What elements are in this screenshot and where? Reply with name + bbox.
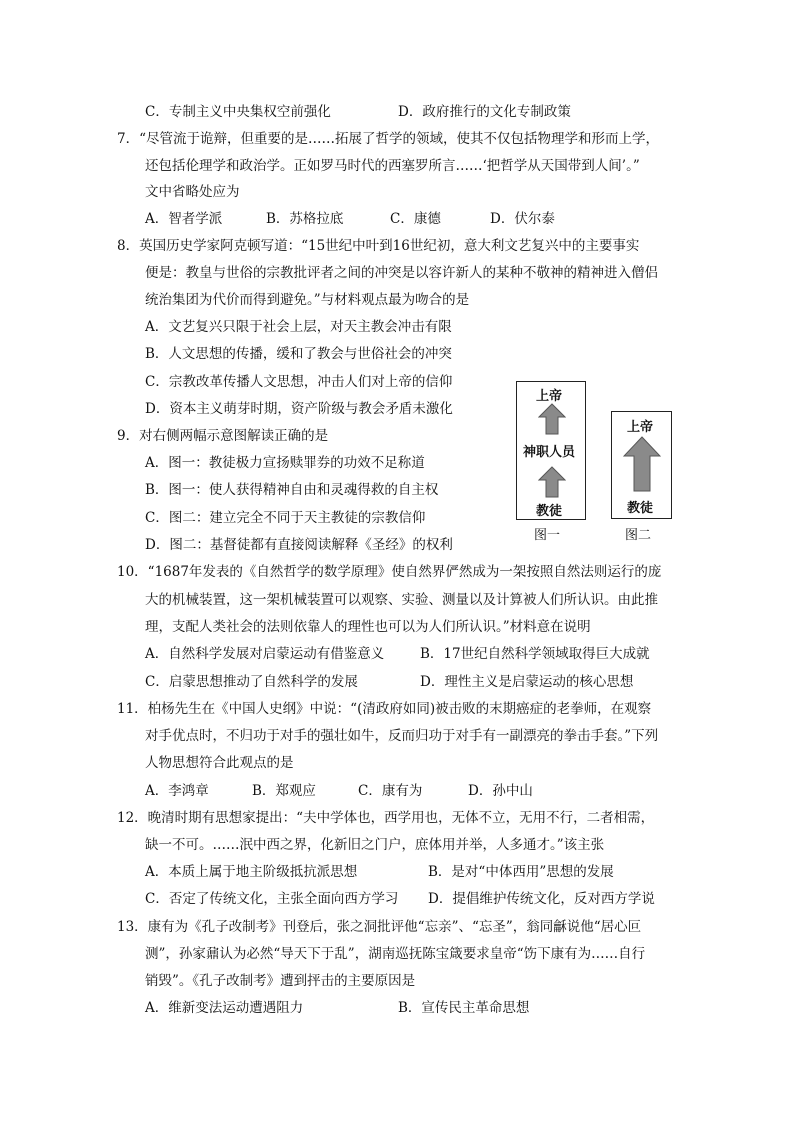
q10-stem-line-3: 理，支配人类社会的法则依靠人的理性也可以为人们所认识。”材料意在说明 (145, 619, 591, 635)
q8-stem-line-2: 便是：教皇与世俗的宗教批评者之间的冲突是以容许新人的某种不敬神的精神进入僧侣 (145, 265, 658, 281)
q7-option-a: A．智者学派 (145, 211, 223, 227)
up-arrow-icon (623, 436, 661, 492)
q9-option-d: D．图二：基督徒都有直接阅读解释《圣经》的权利 (145, 537, 453, 553)
q10-stem-line-2: 大的机械装置，这一架机械装置可以观察、实验、测量以及计算被人们所认识。由此推 (145, 592, 658, 608)
q8-option-d: D．资本主义萌芽时期，资产阶级与教会矛盾未激化 (145, 401, 453, 417)
q9-option-b: B．图一：使人获得精神自由和灵魂得救的自主权 (145, 482, 439, 498)
up-arrow-icon (538, 403, 566, 435)
q7-option-c: C．康德 (390, 211, 441, 227)
q12-option-a: A．本质上属于地主阶级抵抗派思想 (145, 864, 358, 880)
q13-option-a: A．维新变法运动遭遇阻力 (145, 1000, 304, 1016)
figure-1-caption: 图一 (534, 528, 561, 543)
q12-option-d: D．提倡维护传统文化，反对西方学说 (428, 891, 655, 907)
figure-1-middle-label: 神职人员 (523, 445, 576, 460)
q13-stem-line-3: 销毁”。《孔子改制考》遭到抨击的主要原因是 (145, 973, 416, 989)
q8-option-c: C．宗教改革传播人文思想，冲击人们对上帝的信仰 (145, 374, 453, 390)
q12-option-c: C．否定了传统文化，主张全面向西方学习 (145, 891, 399, 907)
q10-option-d: D．理性主义是启蒙运动的核心思想 (420, 674, 634, 690)
q6-option-d: D．政府推行的文化专制政策 (398, 104, 571, 120)
q10-stem-line-1: 10．“1687年发表的《自然哲学的数学原理》使自然界俨然成为一架按照自然法则运行的庞 (117, 564, 662, 580)
q11-stem-line-3: 人物思想符合此观点的是 (145, 755, 294, 771)
q6-option-c: C．专制主义中央集权空前强化 (145, 104, 331, 120)
q7-stem-line-1: 7．“尽管流于诡辩，但重要的是……拓展了哲学的领域，使其不仅包括物理学和形而上学， (117, 131, 659, 147)
q13-stem-line-1: 13．康有为《孔子改制考》刊登后，张之洞批评他“忘亲”、“忘圣”，翁同龢说他“居心叵 (117, 919, 642, 935)
q12-stem-line-1: 12．晚清时期有思想家提出：“夫中学体也，西学用也，无体不立，无用不行，二者相需， (117, 810, 655, 826)
q11-option-b: B．郑观应 (252, 783, 316, 799)
q7-stem-line-3: 文中省略处应为 (145, 184, 240, 200)
q11-stem-line-2: 对手优点时，不归功于对手的强壮如牛，反而归功于对手有一副漂亮的拳击手套。”下列 (145, 728, 659, 744)
q7-option-b: B．苏格拉底 (266, 211, 344, 227)
q11-option-a: A．李鸿章 (145, 783, 209, 799)
q8-option-a: A．文艺复兴只限于社会上层，对天主教会冲击有限 (145, 319, 452, 335)
q8-stem-line-1: 8．英国历史学家阿克顿写道：“15世纪中叶到16世纪初，意大利文艺复兴中的主要事实 (117, 238, 640, 254)
figure-2-caption: 图二 (625, 528, 652, 543)
q8-stem-line-3: 统治集团为代价而得到避免。”与材料观点最为吻合的是 (145, 292, 470, 308)
q13-option-b: B．宣传民主革命思想 (398, 1000, 530, 1016)
figure-2-top-label: 上帝 (627, 420, 654, 435)
q11-stem-line-1: 11．柏杨先生在《中国人史纲》中说：“(清政府如同)被击败的末期癌症的老拳师，在观察 (117, 701, 652, 717)
q13-stem-line-2: 测”，孙家鼐认为必然“导天下于乱”，湖南巡抚陈宝箴要求皇帝“饬下康有为……自行 (145, 946, 646, 962)
q7-option-d: D．伏尔泰 (490, 211, 555, 227)
up-arrow-icon (538, 466, 566, 498)
q12-stem-line-2: 缺一不可。……泯中西之界，化新旧之门户，庶体用并举，人多通才。”该主张 (145, 837, 605, 853)
q12-option-b: B．是对“中体西用”思想的发展 (428, 864, 614, 880)
figure-2-bottom-label: 教徒 (627, 501, 654, 516)
q10-option-a: A．自然科学发展对启蒙运动有借鉴意义 (145, 646, 385, 662)
figure-1-diagram (516, 381, 586, 520)
q7-stem-line-2: 还包括伦理学和政治学。正如罗马时代的西塞罗所言……‘把哲学从天国带到人间’。” (145, 158, 640, 174)
figure-1-bottom-label: 教徒 (536, 504, 563, 519)
q10-option-c: C．启蒙思想推动了自然科学的发展 (145, 674, 358, 690)
q9-stem: 9．对右侧两幅示意图解读正确的是 (117, 428, 329, 444)
q11-option-d: D．孙中山 (468, 783, 533, 799)
q9-option-a: A．图一：教徒极力宣扬赎罪券的功效不足称道 (145, 455, 425, 471)
q11-option-c: C．康有为 (358, 783, 423, 799)
figure-2-diagram (611, 411, 672, 519)
q8-option-b: B．人文思想的传播，缓和了教会与世俗社会的冲突 (145, 346, 452, 362)
figure-1-top-label: 上帝 (536, 389, 563, 404)
q9-option-c: C．图二：建立完全不同于天主教徒的宗教信仰 (145, 510, 426, 526)
q10-option-b: B．17世纪自然科学领域取得巨大成就 (420, 646, 650, 662)
